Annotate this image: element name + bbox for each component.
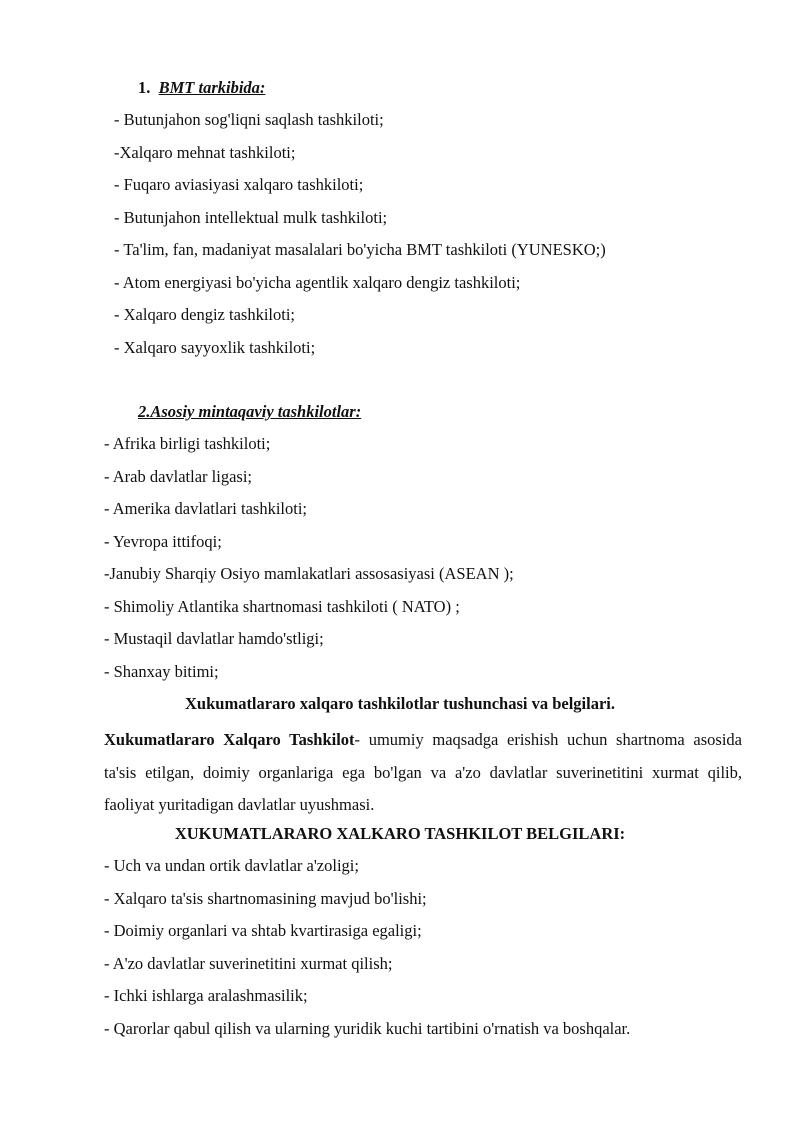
list-item: - A'zo davlatlar suverinetitini xurmat qilish;	[104, 954, 393, 973]
list-item: - Doimiy organlari va shtab kvartirasiga egaligi;	[104, 921, 422, 940]
list-item: - Qarorlar qabul qilish va ularning yuridik kuchi tartibini o'rnatish va boshqalar.	[104, 1019, 631, 1038]
list-item: -Xalqaro mehnat tashkiloti;	[114, 143, 296, 162]
list-item: - Fuqaro aviasiyasi xalqaro tashkiloti;	[114, 175, 364, 194]
section2-title: 2.Asosiy mintaqaviy tashkilotlar:	[138, 402, 362, 421]
section1-number: 1.	[138, 78, 151, 97]
section3-heading: Xukumatlararo xalqaro tashkilotlar tushunchasi va belgilari.	[185, 694, 615, 713]
list-item: - Mustaqil davlatlar hamdo'stligi;	[104, 629, 324, 648]
list-item: - Yevropa ittifoqi;	[104, 532, 222, 551]
list-item: - Arab davlatlar ligasi;	[104, 467, 252, 486]
section1-title: BMT tarkibida:	[158, 78, 266, 97]
section4-heading: XUKUMATLARARO XALKARO TASHKILOT BELGILARI:	[174, 824, 626, 843]
list-item: - Shanxay bitimi;	[104, 662, 219, 681]
list-item: - Amerika davlatlari tashkiloti;	[104, 499, 307, 518]
list-item: -Janubiy Sharqiy Osiyo mamlakatlari assosasiyasi (ASEAN );	[104, 564, 514, 583]
list-item: - Ta'lim, fan, madaniyat masalalari bo'yicha BMT tashkiloti (YUNESKO;)	[114, 240, 606, 259]
list-item: - Xalqaro dengiz tashkiloti;	[114, 305, 295, 324]
list-item: - Afrika birligi tashkiloti;	[104, 434, 271, 453]
list-item: - Butunjahon sog'liqni saqlash tashkiloti;	[114, 110, 384, 129]
definition-term: Xukumatlararo Xalqaro Tashkilot	[104, 730, 355, 749]
list-item: - Butunjahon intellektual mulk tashkiloti;	[114, 208, 388, 227]
definition-text: - umumiy maqsadga erishish uchun shartnoma asosida ta'sis etilgan, doimiy organlariga ega bo'lgan va a'zo davlatlar suverinetitini xurmat qilib, faoliyat yuritadigan davlatlar uyushmasi.	[104, 730, 742, 814]
list-item: - Shimoliy Atlantika shartnomasi tashkiloti ( NATO) ;	[104, 597, 460, 616]
list-item: - Uch va undan ortik davlatlar a'zoligi;	[104, 856, 359, 875]
list-item: - Xalqaro ta'sis shartnomasining mavjud bo'lishi;	[104, 889, 427, 908]
definition-paragraph	[104, 724, 742, 822]
list-item: - Xalqaro sayyoxlik tashkiloti;	[114, 338, 316, 357]
list-item: - Atom energiyasi bo'yicha agentlik xalqaro dengiz tashkiloti;	[114, 273, 521, 292]
list-item: - Ichki ishlarga aralashmasilik;	[104, 986, 308, 1005]
section1-heading	[138, 78, 265, 98]
